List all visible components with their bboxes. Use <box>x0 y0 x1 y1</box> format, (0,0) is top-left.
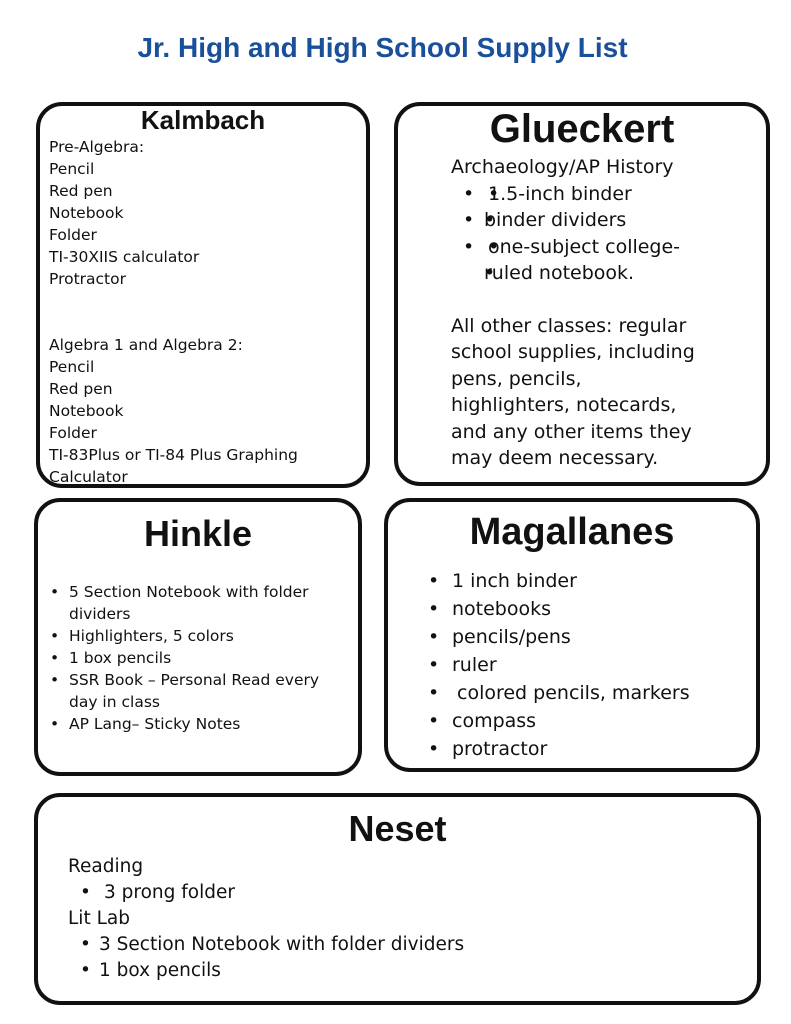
kalmbach-list <box>49 136 298 488</box>
hinkle-item-continued: dividers <box>69 605 131 623</box>
magallanes-box <box>384 498 760 772</box>
hinkle-item: • SSR Book – Personal Read every <box>50 671 320 689</box>
magallanes-item-text: 1 inch binder <box>452 570 577 592</box>
hinkle-heading: Hinkle <box>143 513 253 554</box>
glueckert-item-text: 1.5-inch binder <box>488 182 632 205</box>
hinkle-list <box>48 581 319 735</box>
glueckert-item: • • one-subject college- <box>451 234 695 261</box>
glueckert-content <box>451 154 695 472</box>
neset-content <box>68 854 464 984</box>
magallanes-item: • colored pencils, markers <box>428 682 690 704</box>
neset-litlab-item: • 1 box pencils <box>80 960 221 981</box>
hinkle-item-text: Highlighters, 5 colors <box>69 627 234 645</box>
magallanes-item: • ruler <box>428 654 497 676</box>
kalmbach-line: Calculator <box>49 468 128 486</box>
glueckert-note-line: pens, pencils, <box>451 367 582 390</box>
neset-item-text: 3 prong folder <box>104 882 235 903</box>
glueckert-list <box>451 181 695 287</box>
magallanes-item: • protractor <box>428 738 548 760</box>
magallanes-item-text: notebooks <box>452 598 552 620</box>
neset-litlab-item: • 3 Section Notebook with folder dividers <box>80 934 465 955</box>
hinkle-item: • Highlighters, 5 colors <box>50 627 234 645</box>
magallanes-item: • pencils/pens <box>428 626 571 648</box>
glueckert-item-continued <box>451 260 695 287</box>
glueckert-note-line: All other classes: regular <box>451 314 687 337</box>
magallanes-item: • compass <box>428 710 537 732</box>
magallanes-item-text: ruler <box>452 654 497 676</box>
magallanes-heading: Magallanes <box>469 511 675 553</box>
glueckert-note-line: and any other items they <box>451 420 692 443</box>
kalmbach-line: Folder <box>49 226 97 244</box>
kalmbach-line: Protractor <box>49 270 126 288</box>
kalmbach-line: Red pen <box>49 182 113 200</box>
hinkle-item: • 5 Section Notebook with folder <box>50 583 309 601</box>
neset-reading-label: Reading <box>68 856 144 877</box>
kalmbach-line: Red pen <box>49 380 113 398</box>
hinkle-item-text: 5 Section Notebook with folder <box>69 583 309 601</box>
glueckert-note-line: school supplies, including <box>451 341 695 363</box>
glueckert-note-line: highlighters, notecards, <box>451 394 677 416</box>
kalmbach-line: TI-83Plus or TI-84 Plus Graphing <box>49 446 298 464</box>
kalmbach-line: Algebra 1 and Algebra 2: <box>49 336 243 354</box>
kalmbach-box <box>36 102 370 488</box>
hinkle-item-text: SSR Book – Personal Read every <box>69 671 320 689</box>
magallanes-item-text: colored pencils, markers <box>457 682 690 704</box>
hinkle-item-text: AP Lang– Sticky Notes <box>69 715 241 733</box>
neset-item-text: 1 box pencils <box>99 960 221 981</box>
neset-box <box>34 793 761 1005</box>
neset-litlab-label: Lit Lab <box>68 908 130 929</box>
kalmbach-line: Pencil <box>49 358 95 376</box>
glueckert-note-line: may deem necessary. <box>451 447 659 469</box>
magallanes-list <box>428 567 690 763</box>
magallanes-item: • notebooks <box>428 598 552 620</box>
kalmbach-line: Notebook <box>49 402 124 420</box>
hinkle-item: • AP Lang– Sticky Notes <box>50 715 241 733</box>
neset-heading: Neset <box>348 808 447 849</box>
kalmbach-line: TI-30XIIS calculator <box>49 248 200 266</box>
magallanes-item-text: compass <box>452 710 537 732</box>
neset-item-text: 3 Section Notebook with folder dividers <box>99 934 465 955</box>
hinkle-item-continued: day in class <box>69 693 160 711</box>
glueckert-box <box>394 102 770 486</box>
hinkle-item: • 1 box pencils <box>50 649 172 667</box>
kalmbach-line: Folder <box>49 424 97 442</box>
glueckert-item-text: one-subject college- <box>488 235 681 258</box>
magallanes-item-text: pencils/pens <box>452 626 571 648</box>
hinkle-box <box>34 498 362 776</box>
kalmbach-blank <box>49 290 298 312</box>
glueckert-subheading: Archaeology/AP History <box>451 156 674 178</box>
magallanes-item-text: protractor <box>452 738 548 760</box>
glueckert-item: • • 1.5-inch binder <box>451 181 695 208</box>
kalmbach-heading: Kalmbach <box>140 105 266 135</box>
glueckert-heading: Glueckert <box>489 107 675 151</box>
neset-reading-item: • 3 prong folder <box>80 882 235 903</box>
kalmbach-line: Pencil <box>49 160 95 178</box>
magallanes-item: • 1 inch binder <box>428 570 577 592</box>
glueckert-item: • • binder dividers <box>451 207 695 234</box>
kalmbach-line: Pre-Algebra: <box>49 138 145 156</box>
kalmbach-blank <box>49 312 298 334</box>
kalmbach-line: Notebook <box>49 204 124 222</box>
glueckert-item-text: binder dividers <box>484 209 627 231</box>
hinkle-item-text: 1 box pencils <box>69 649 172 667</box>
page-title: Jr. High and High School Supply List <box>137 32 628 63</box>
glueckert-item-text: ruled notebook. <box>484 262 635 284</box>
